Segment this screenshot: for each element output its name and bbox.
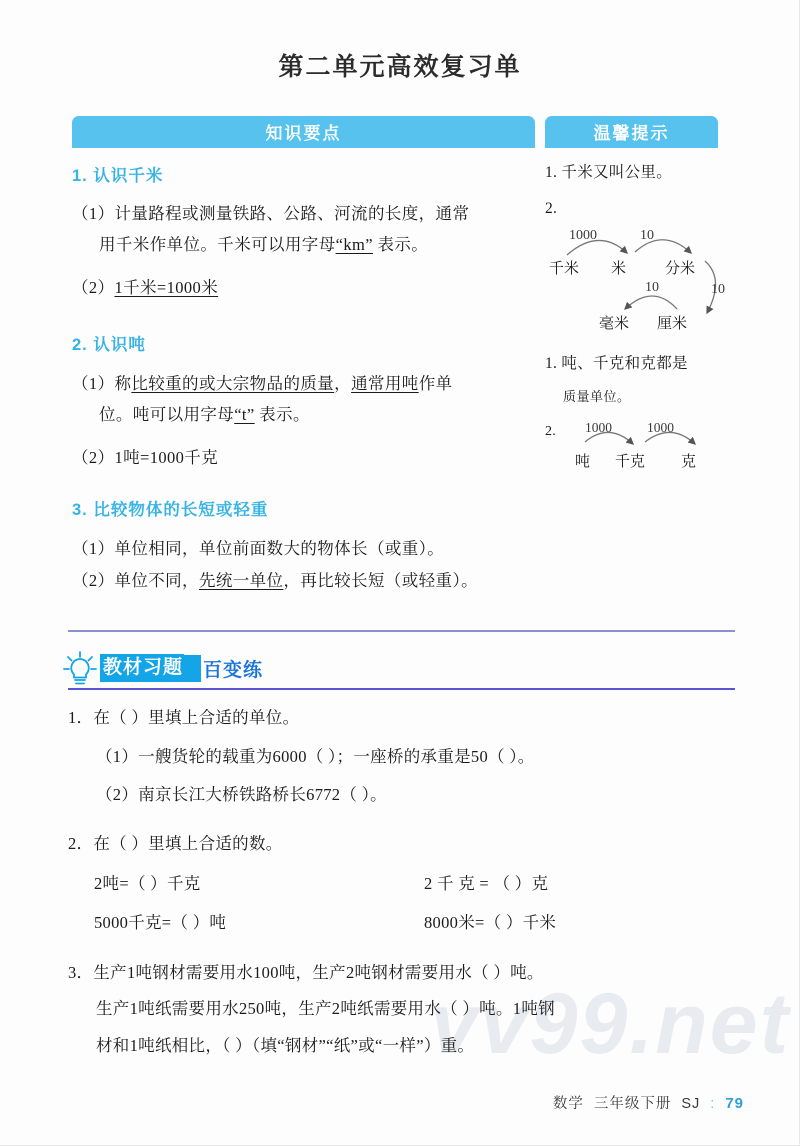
lightbulb-icon [60,650,100,686]
page-title: 第二单元高效复习单 [278,53,522,81]
footer-colon: : [710,1096,716,1112]
practice-banner-tag2: 百变练 [203,659,264,681]
knowledge-1-line-3 [72,276,537,300]
knowledge-3-line-1: （1）单位相同，单位前面数大的物体长（或重）。 [72,538,445,558]
knowledge-1-formula: 1千米=1000米 [114,277,219,297]
exercise-2-row-2-right: 8000米=（ ）千米 [424,912,557,932]
exercise-2-stem-text: 在（ ）里填上合适的数。 [93,834,283,854]
knowledge-section-1-heading: 1. 认识千米 [72,167,164,185]
svg-text:千克: 千克 [615,453,646,470]
page-footer [553,1092,744,1113]
exercise-1-item-2: （2）南京长江大桥铁路桥长6772（ ）。 [96,784,387,804]
knowledge-3-line-2-pre: （2）单位不同， [72,571,199,591]
practice-banner-separator [184,655,201,682]
knowledge-2-line-1-mid: ， [334,373,352,393]
svg-text:毫米: 毫米 [599,316,630,333]
knowledge-2-line-1-post: 作单 [418,373,453,393]
exercise-1-item-1: （1）一艘货轮的载重为6000（ ）；一座桥的承重是50（ ）。 [96,746,535,766]
practice-banner-tag: 教材习题 [100,654,184,683]
header-knowledge-points [72,116,535,146]
knowledge-2-line-3: （2）1吨=1000千克 [72,447,219,467]
exercise-3-line-1-text: 生产1吨钢材需要用水100吨，生产2吨钢材需要用水（ ）吨。 [93,962,544,982]
exercise-2-number: 2． [68,834,94,854]
exercise-3-number: 3． [68,962,94,982]
exercise-3-line-2: 生产1吨纸需要用水250吨，生产2吨纸需要用水（ ）吨。1吨钢 [96,999,555,1019]
exercise-2-row-1-right: 2 千 克 = （ ）克 [424,874,549,893]
knowledge-2-underline-2: 通常用吨 [351,373,419,393]
watermark: vv99.net [430,976,791,1072]
svg-text:千米: 千米 [549,261,580,278]
exercise-3-line-1 [68,961,738,986]
knowledge-1-line-2 [72,233,537,257]
knowledge-2-line-1 [72,372,537,396]
exercise-2-row-2 [68,911,738,936]
exercise-1-stem [68,706,738,731]
tips-column [545,152,730,482]
footer-page-number: 79 [725,1095,744,1112]
exercise-1-stem-text: 在（ ）里填上合适的单位。 [93,708,300,727]
header-tips [545,116,718,146]
exercise-2-row-2-left: 5000千克=（ ）吨 [94,912,227,932]
section-divider-bottom [68,688,735,690]
knowledge-1-line-2-pre: 用千米作单位。千米可以用字母 [99,234,336,254]
knowledge-2-t-symbol: “t” [234,404,255,424]
exercise-2-stem [68,832,738,857]
knowledge-2-line-2-pre: 位。吨可以用字母 [99,404,235,424]
knowledge-2-line-1-pre: （1）称 [72,373,132,393]
section-divider-top [68,630,735,632]
knowledge-3-line-2 [72,569,537,593]
knowledge-2-line-2 [72,403,537,427]
header-tips-underline [545,146,718,148]
knowledge-3-line-2-post: ，再比较长短（或轻重）。 [283,571,479,591]
svg-text:1000: 1000 [647,419,674,435]
length-unit-conversion-diagram [545,221,730,333]
footer-subject: 数学 [552,1096,584,1112]
svg-text:10: 10 [711,282,725,298]
svg-text:分米: 分米 [665,261,696,278]
svg-text:吨: 吨 [575,453,591,470]
header-knowledge-label: 知识要点 [265,123,342,143]
knowledge-2-underline-1: 比较重的或大宗物品的质量 [131,373,335,393]
knowledge-column [72,152,537,593]
exercises-section [68,706,738,1059]
svg-text:10: 10 [645,280,659,296]
exercise-3-line-3: 材和1吨纸相比，（ ）（填“钢材”“纸”或“一样”）重。 [96,1036,475,1055]
knowledge-2-line-2-post: 表示。 [254,404,310,424]
tip-item-3-sub: 质量单位。 [563,389,631,405]
knowledge-3-underline: 先统一单位 [198,571,284,591]
exercise-2-row-1 [68,872,738,897]
header-knowledge-underline [72,146,535,148]
knowledge-1-line-1: （1）计量路程或测量铁路、公路、河流的长度，通常 [72,204,470,223]
knowledge-1-line-2-post: 表示。 [372,234,429,254]
knowledge-section-2-heading: 2. 认识吨 [72,335,146,354]
tip-item-1: 1. 千米又叫公里。 [545,164,673,181]
knowledge-1-km-symbol: “km” [335,234,373,254]
svg-text:1000: 1000 [569,228,597,244]
practice-banner [60,650,263,686]
footer-grade: 三年级下册 [593,1096,672,1112]
svg-text:厘米: 厘米 [657,316,688,333]
knowledge-1-line-3-pre: （2） [72,277,115,297]
svg-text:10: 10 [640,228,654,244]
svg-text:1000: 1000 [585,419,612,435]
exercise-1-number: 1． [68,708,94,727]
footer-edition: SJ [681,1096,701,1112]
exercise-2-row-1-left: 2吨=（ ）千克 [94,874,201,893]
svg-text:米: 米 [611,261,627,278]
header-tips-label: 温馨提示 [593,123,670,143]
tip-item-2-label: 2. [545,199,558,217]
tip-item-4-label: 2. [545,424,557,440]
tip-item-3: 1. 吨、千克和克都是 [545,355,688,373]
svg-text:克: 克 [681,453,697,470]
knowledge-section-3-heading: 3. 比较物体的长短或轻重 [72,500,269,519]
mass-unit-conversion-diagram [571,420,730,482]
